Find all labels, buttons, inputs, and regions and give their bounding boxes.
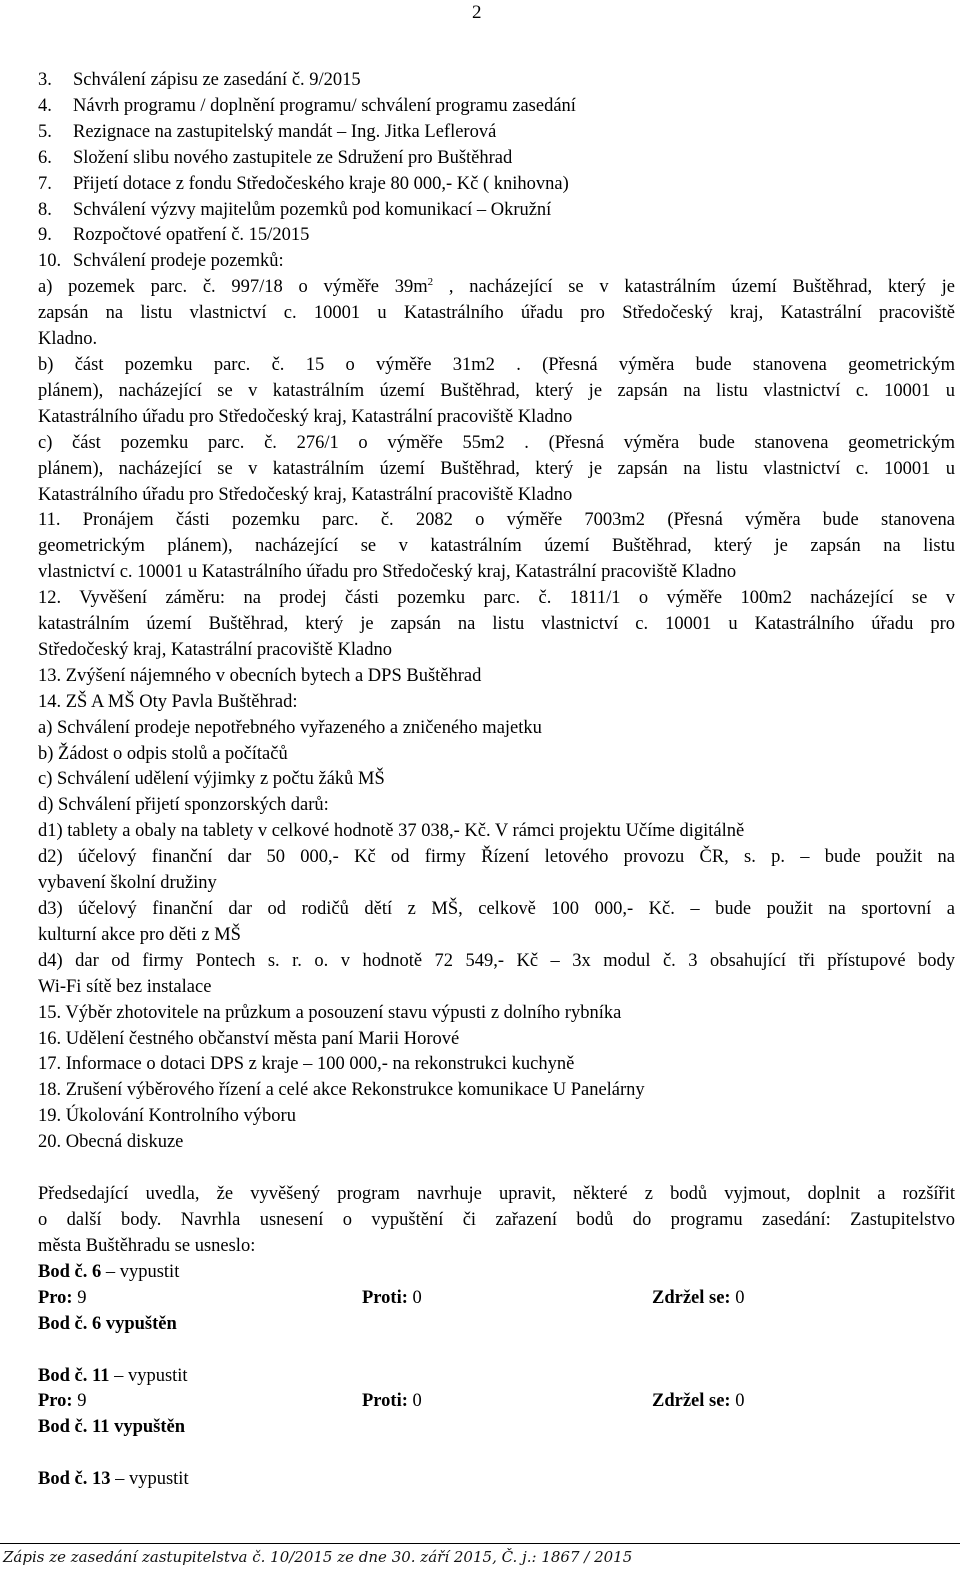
agenda-item-11-line1: 11. Pronájem části pozemku parc. č. 2082 o výměře 7003m2 (Přesná výměra bude stanovena [38,510,955,531]
item-14d2-line1: d2) účelový finanční dar 50 000,- Kč od firmy Řízení letového provozu ČR, s. p. – bude použit na [38,847,955,868]
agenda-item-17: 17. Informace o dotaci DPS z kraje – 100 000,- na rekonstrukci kuchyně [38,1054,575,1075]
item-14d3-line2: kulturní akce pro děti z MŠ [38,924,241,945]
vote-counts: Pro: 9 Proti: 0 Zdržel se: 0 [38,1287,745,1308]
vote-result: Bod č. 6 vypuštěn [38,1313,177,1334]
agenda-item-3: 3. Schválení zápisu ze zasedání č. 9/2015 [38,70,361,90]
paragraph-line3: města Buštěhradu se usneslo: [38,1235,256,1256]
agenda-item-18: 18. Zrušení výběrového řízení a celé akce Rekonstrukce komunikace U Panelárny [38,1080,645,1101]
item-10b-line2: plánem), nacházející se v katastrálním území Buštěhrad, který je zapsán na listu vlastnictví c. 10001 u [38,380,955,401]
item-10a-line1: a) pozemek parc. č. 997/18 o výměře $39m^2$ , nacházející se v katastrálním území Buštěhrad, který je [38,276,955,298]
agenda-item-5: 5. Rezignace na zastupitelský mandát – Ing. Jitka Leflerová [38,121,497,142]
item-14a: a) Schválení prodeje nepotřebného vyřazeného a zničeného majetku [38,717,542,738]
item-14d1: d1) tablety a obaly na tablety v celkové hodnotě 37 038,- Kč. V rámci projektu Učíme digitálně [38,821,745,842]
item-10c-line2: plánem), nacházející se v katastrálním území Buštěhrad, který je zapsán na listu vlastnictví c. 10001 u [38,458,955,479]
agenda-item-20: 20. Obecná diskuze [38,1132,184,1153]
agenda-item-15: 15. Výběr zhotovitele na průzkum a posouzení stavu výpusti z dolního rybníka [38,1002,622,1023]
vote-block-1 [38,1260,955,1338]
agenda-item-19: 19. Úkolování Kontrolního výboru [38,1106,296,1127]
page-footer: Zápis ze zasedání zastupitelstva č. 10/2015 ze dne 30. září 2015, Č. j.: 1867 / 2015 [3,1548,633,1566]
agenda-item-14: 14. ZŠ A MŠ Oty Pavla Buštěhrad: [38,691,298,712]
agenda-item-8: 8. Schválení výzvy majitelům pozemků pod komunikací – Okružní [38,199,552,220]
page-number: 2 [472,2,482,23]
item-14d4-line2: Wi-Fi sítě bez instalace [38,976,212,997]
vote-block-2 [38,1364,955,1442]
vote-bod-line: Bod č. 11 – vypustit [38,1365,188,1386]
vote-result: Bod č. 11 vypuštěn [38,1417,186,1438]
item-14b: b) Žádost o odpis stolů a počítačů [38,743,288,764]
agenda-item-4: 4. Návrh programu / doplnění programu/ schválení programu zasedání [38,95,576,116]
agenda-item-12-line1: 12. Vyvěšení záměru: na prodej části pozemku parc. č. 1811/1 o výměře 100m2 nacházející se v [38,588,955,609]
chair-paragraph [38,1182,955,1260]
item-10c-line3: Katastrálního úřadu pro Středočeský kraj, Katastrální pracoviště Kladno [38,484,573,505]
vote-counts: Pro: 9 Proti: 0 Zdržel se: 0 [38,1391,745,1412]
item-10b-line1: b) část pozemku parc. č. 15 o výměře 31m2 . (Přesná výměra bude stanovena geometrickým [38,354,955,375]
agenda-item-11-line3: vlastnictví c. 10001 u Katastrálního úřadu pro Středočeský kraj, Katastrální pracoviště Kladno [38,562,737,583]
agenda-item-12-line3: Středočeský kraj, Katastrální pracoviště Kladno [38,639,392,660]
item-14d4-line1: d4) dar od firmy Pontech s. r. o. v hodnotě 72 549,- Kč – 3x modul č. 3 obsahující tři přístupové body [38,950,955,971]
item-14d3-line1: d3) účelový finanční dar od rodičů dětí z MŠ, celkově 100 000,- Kč. – bude použit na sportovní a [38,899,955,919]
footer-divider [0,1543,960,1544]
agenda-item-10: 10. Schválení prodeje pozemků: [38,251,284,272]
agenda-item-12-line2: katastrálním území Buštěhrad, který je zapsán na listu vlastnictví c. 10001 u Katastrálního úřadu pro [38,614,955,635]
agenda-item-6: 6. Složení slibu nového zastupitele ze Sdružení pro Buštěhrad [38,147,513,168]
item-14c: c) Schválení udělení výjimky z počtu žáků MŠ [38,769,385,790]
agenda-list [38,68,955,1156]
vote-bod-13: Bod č. 13 – vypustit [38,1469,189,1490]
item-10a-line2: zapsán na listu vlastnictví c. 10001 u Katastrálního úřadu pro Středočeský kraj, Katastrální pracoviště [38,303,955,324]
item-10c-line1: c) část pozemku parc. č. 276/1 o výměře 55m2 . (Přesná výměra bude stanovena geometrickým [38,432,955,453]
vote-bod-line: Bod č. 6 – vypustit [38,1261,180,1282]
item-10b-line3: Katastrálního úřadu pro Středočeský kraj, Katastrální pracoviště Kladno [38,406,573,427]
item-14d2-line2: vybavení školní družiny [38,873,217,894]
paragraph-line1: Předsedající uvedla, že vyvěšený program navrhuje upravit, některé z bodů vyjmout, doplnit a rozšířit [38,1184,955,1205]
item-10a-line3: Kladno. [38,329,98,350]
item-14d: d) Schválení přijetí sponzorských darů: [38,795,329,816]
agenda-item-7: 7. Přijetí dotace z fondu Středočeského kraje 80 000,- Kč ( knihovna) [38,173,569,194]
agenda-item-13: 13. Zvýšení nájemného v obecních bytech a DPS Buštěhrad [38,665,482,686]
paragraph-line2: o další body. Navrhla usnesení o vypuštění či zařazení bodů do programu zasedání: Zastupitelstvo [38,1209,955,1230]
agenda-item-9: 9. Rozpočtové opatření č. 15/2015 [38,225,310,246]
document-body [38,68,955,1493]
agenda-item-11-line2: geometrickým plánem), nacházející se v katastrálním území Buštěhrad, který je zapsán na listu [38,536,955,557]
agenda-item-16: 16. Udělení čestného občanství města paní Marii Horové [38,1028,460,1049]
